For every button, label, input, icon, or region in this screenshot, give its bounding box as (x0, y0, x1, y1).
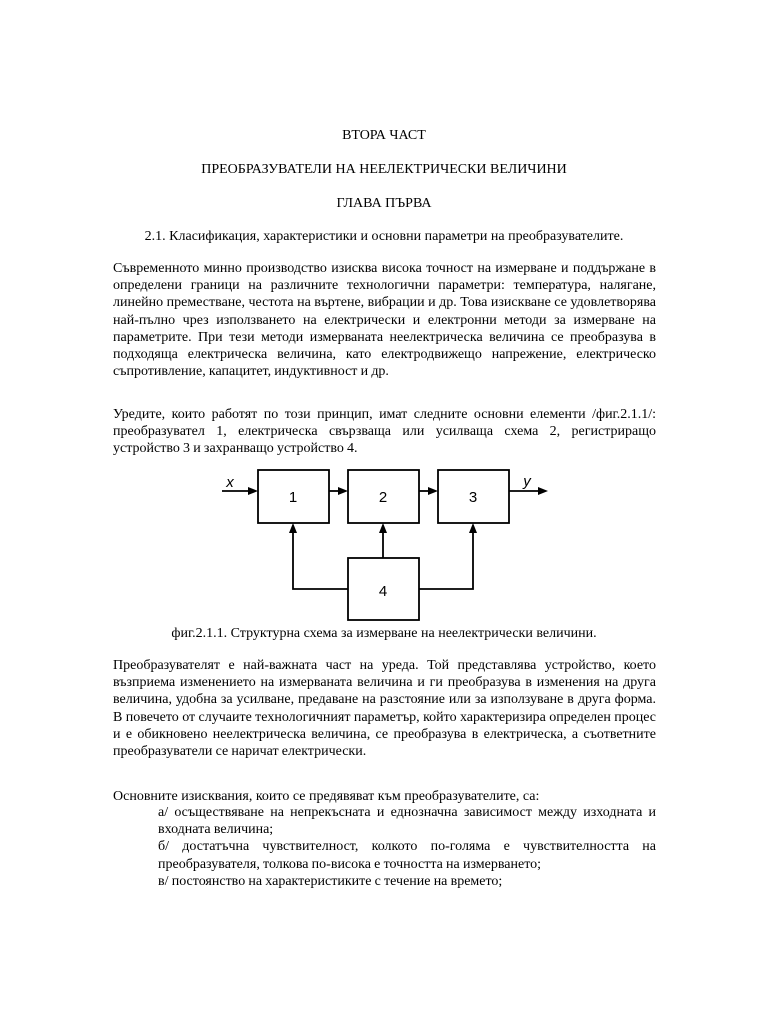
block-1-label: 1 (288, 489, 298, 506)
paragraph-1: Съвременното минно производство изисква висока точност на измерване и поддържане в определени граници на различните технологични параметри: температура, налягане, линейно преместване, честота на въртене, вибрации и др. Това изискване се удовлетворява най-пълно чрез използването на електрически и електронни методи за измерване на параметрите. При тези методи измерваната неелектрическа величина се преобразува в подходяща електрическа величина, като електродвижещо напрежение, електрическо съпротивление, капацитет, индуктивност и др. (113, 261, 656, 380)
paragraph-3: Преобразувателят е най-важната част на уреда. Той представлява устройство, което възприема изменението на измерваната величина и ги преобразува в изменения на друга величина, удобна за усилване, предаване на разстояние или за използуване в друга форма. В повечето от случаите технологичният параметър, който характеризира определен процес и е обикновено неелектрическа величина, се преобразува в електрическа, а съответните преобразуватели се наричат електрически. (113, 658, 656, 760)
input-label: x (226, 474, 234, 491)
arrow-into-1 (248, 487, 258, 495)
arrow-into-2 (338, 487, 348, 495)
arrow-output (538, 487, 548, 495)
arrow-4-to-2 (379, 523, 387, 533)
chapter-heading: ГЛАВА ПЪРВА (336, 196, 432, 211)
figure-caption: фиг.2.1.1. Структурна схема за измерване на неелектрически величини. (171, 626, 597, 641)
arrow-4-to-3 (469, 523, 477, 533)
block-4-label: 4 (378, 583, 388, 600)
block-2-label: 2 (378, 489, 388, 506)
section-heading: 2.1. Класификация, характеристики и основни параметри на преобразувателите. (144, 229, 624, 244)
list-item: б/ достатъчна чувствителност, колкото по-голяма е чувствителността на преобразувателя, толкова по-висока е точността на измерването; (158, 839, 656, 872)
document-title: ПРЕОБРАЗУВАТЕЛИ НА НЕЕЛЕКТРИЧЕСКИ ВЕЛИЧИНИ (201, 162, 567, 177)
link-4-1 (293, 531, 348, 589)
block-3-label: 3 (468, 489, 478, 506)
arrow-4-to-1 (289, 523, 297, 533)
list-item: а/ осъществяване на непрекъсната и еднозначна зависимост между изходната и входната величина; (158, 805, 656, 838)
requirements-intro: Основните изисквания, които се предявяват към преобразувателите, са: (113, 789, 540, 804)
requirements-list (158, 804, 656, 890)
list-item: в/ постоянство на характеристиките с течение на времето; (158, 873, 503, 889)
link-4-3 (419, 531, 473, 589)
part-heading: ВТОРА ЧАСТ (342, 128, 426, 143)
paragraph-2: Уредите, които работят по този принцип, имат следните основни елементи /фиг.2.1.1/: преобразувател 1, електрическа свързваща или усилваща схема 2, регистриращо устройство 3 и захранващо устройство 4. (113, 407, 656, 457)
output-label: y (523, 473, 531, 490)
arrow-into-3 (428, 487, 438, 495)
